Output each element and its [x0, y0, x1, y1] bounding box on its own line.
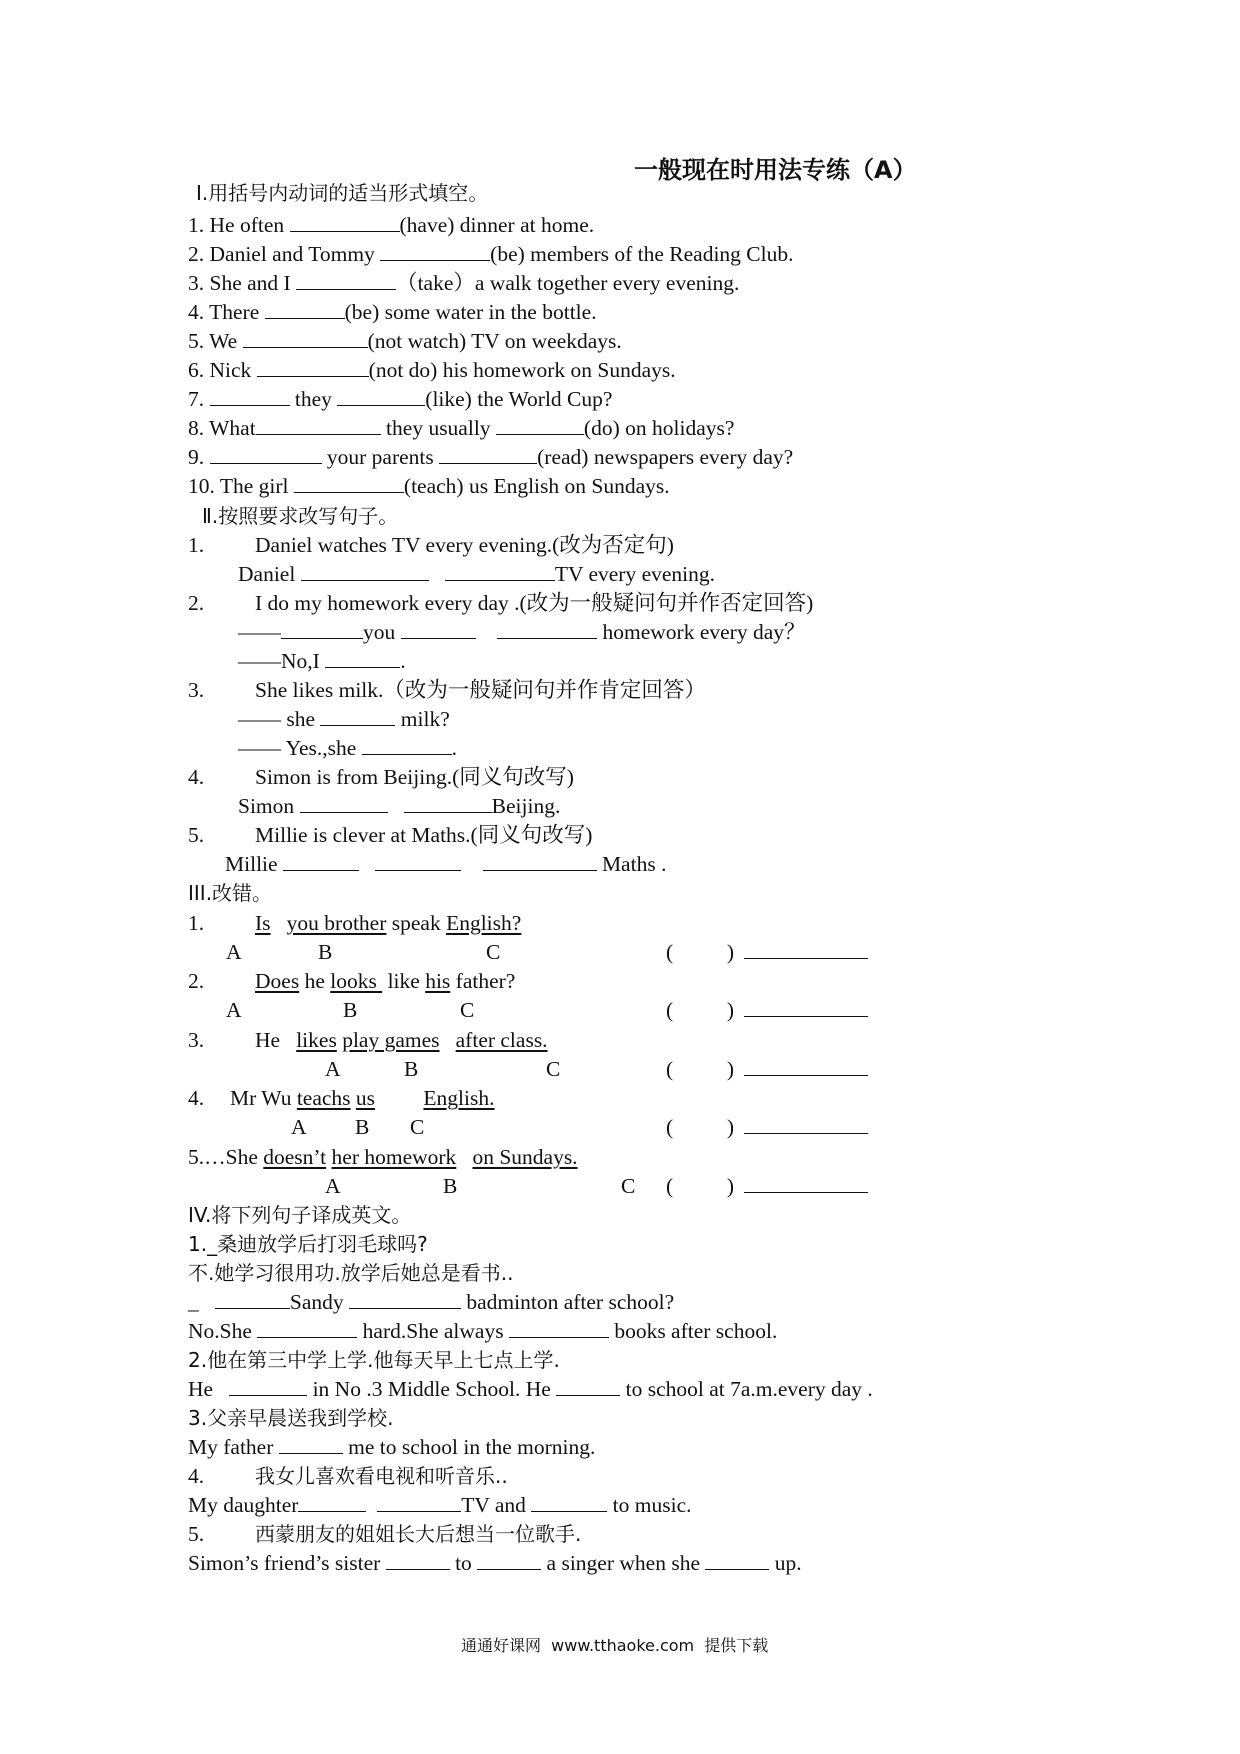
answer-blank[interactable] — [531, 1493, 607, 1512]
s1-question-2: 2. Daniel and Tommy (be) members of the Reading Club. — [188, 242, 794, 266]
s4-item-5-number: 5. — [188, 1522, 205, 1546]
s2-item-3-number: 3. — [188, 678, 205, 702]
answer-blank[interactable] — [243, 329, 368, 348]
s1-question-6: 6. Nick (not do) his homework on Sundays. — [188, 358, 676, 382]
s4-item-3-chinese: 3.父亲早晨送我到学校. — [188, 1406, 394, 1430]
s3-q3-letter-b: B — [404, 1057, 419, 1081]
s3-q4-letter-b: B — [355, 1115, 370, 1139]
answer-blank[interactable] — [283, 852, 359, 871]
answer-blank[interactable] — [256, 416, 381, 435]
s3-q5-letter-a: A — [325, 1174, 341, 1198]
s1-question-7: 7. they (like) the World Cup? — [188, 387, 613, 411]
answer-blank[interactable] — [744, 1115, 868, 1134]
s3-q4-sentence: Mr Wu teachs us English. — [230, 1086, 495, 1110]
s4-item-1-answer-reply: No.She hard.She always books after school. — [188, 1319, 778, 1343]
s3-q3-letter-c: C — [546, 1057, 561, 1081]
s4-item-3-answer: My father me to school in the morning. — [188, 1435, 596, 1459]
s2-item-5-prompt: Millie is clever at Maths.(同义句改写) — [255, 823, 593, 847]
answer-blank[interactable] — [496, 416, 584, 435]
s3-q1-choice-paren[interactable]: ( ) — [666, 940, 735, 964]
s2-item-5-answer: Millie Maths . — [225, 852, 667, 876]
s3-q2-choice-paren[interactable]: ( ) — [666, 998, 735, 1022]
s3-q2-letter-b: B — [343, 998, 358, 1022]
answer-blank[interactable] — [294, 474, 404, 493]
s4-item-1-answer: _ Sandy badminton after school? — [188, 1290, 675, 1314]
answer-blank[interactable] — [509, 1319, 609, 1338]
s4-item-4-number: 4. — [188, 1464, 205, 1488]
answer-blank[interactable] — [377, 1493, 461, 1512]
s3-q4-letter-c: C — [410, 1115, 425, 1139]
section-1-heading: Ⅰ.用括号内动词的适当形式填空。 — [196, 181, 489, 205]
s3-q3-number: 3. — [188, 1028, 205, 1052]
s3-q1-sentence: Is you brother speak English? — [255, 911, 522, 935]
s4-item-1-chinese-reply: 不.她学习很用功.放学后她总是看书.. — [188, 1261, 514, 1285]
s4-item-2-chinese: 2.他在第三中学上学.他每天早上七点上学. — [188, 1348, 560, 1372]
s3-q5-sentence: 5.…She doesn’t her homework on Sundays. — [188, 1145, 578, 1169]
s2-item-5-number: 5. — [188, 823, 205, 847]
section-4-heading: IV.将下列句子译成英文。 — [188, 1203, 412, 1227]
s4-item-2-answer: He in No .3 Middle School. He to school at 7a.m.every day . — [188, 1377, 873, 1401]
answer-blank[interactable] — [744, 1057, 868, 1076]
s2-item-2-answer: —— you homework every day？ — [238, 620, 806, 644]
s4-item-5-answer: Simon’s friend’s sister to a singer when she up. — [188, 1551, 802, 1575]
answer-blank[interactable] — [375, 852, 461, 871]
s2-item-1-number: 1. — [188, 533, 205, 557]
answer-blank[interactable] — [362, 736, 452, 755]
s2-item-1-answer: Daniel TV every evening. — [238, 562, 716, 586]
s3-q1-letter-c: C — [486, 940, 501, 964]
s2-item-2-reply: ——No,I . — [238, 649, 406, 673]
section-3-heading: III.改错。 — [188, 881, 273, 905]
answer-blank[interactable] — [744, 998, 868, 1017]
answer-blank[interactable] — [404, 794, 492, 813]
s1-question-9: 9. your parents (read) newspapers every day? — [188, 445, 794, 469]
section-2-heading: Ⅱ.按照要求改写句子。 — [202, 504, 399, 528]
s3-q1-letter-b: B — [318, 940, 333, 964]
answer-blank[interactable] — [301, 562, 429, 581]
answer-blank[interactable] — [705, 1551, 769, 1570]
s2-item-1-prompt: Daniel watches TV every evening.(改为否定句) — [255, 533, 674, 557]
s3-q5-choice-paren[interactable]: ( ) — [666, 1174, 735, 1198]
s3-q4-choice-paren[interactable]: ( ) — [666, 1115, 735, 1139]
s3-q3-sentence: He likes play games after class. — [255, 1028, 548, 1052]
s2-item-2-number: 2. — [188, 591, 205, 615]
s2-item-2-prompt: I do my homework every day .(改为一般疑问句并作否定回答) — [255, 591, 814, 615]
answer-blank[interactable] — [744, 940, 868, 959]
s1-question-1: 1. He often (have) dinner at home. — [188, 213, 595, 237]
s2-item-4-prompt: Simon is from Beijing.(同义句改写) — [255, 765, 574, 789]
s3-q3-choice-paren[interactable]: ( ) — [666, 1057, 735, 1081]
s3-q1-number: 1. — [188, 911, 205, 935]
answer-blank[interactable] — [483, 852, 597, 871]
s4-item-1-chinese: 1._桑迪放学后打羽毛球吗? — [188, 1232, 428, 1256]
answer-blank[interactable] — [296, 271, 396, 290]
answer-blank[interactable] — [497, 620, 597, 639]
answer-blank[interactable] — [349, 1290, 461, 1309]
s3-q3-correction — [744, 1056, 868, 1082]
answer-blank[interactable] — [744, 1174, 868, 1193]
s3-q1-correction — [744, 939, 868, 965]
s4-item-4-answer: My daughter TV and to music. — [188, 1493, 692, 1517]
answer-blank[interactable] — [380, 242, 490, 261]
answer-blank[interactable] — [281, 620, 363, 639]
answer-blank[interactable] — [325, 649, 400, 668]
answer-blank[interactable] — [279, 1435, 343, 1454]
answer-blank[interactable] — [215, 1290, 290, 1309]
answer-blank[interactable] — [320, 707, 395, 726]
s3-q5-letter-c: C — [621, 1174, 636, 1198]
answer-blank[interactable] — [210, 387, 290, 406]
answer-blank[interactable] — [229, 1377, 307, 1396]
s1-question-8: 8. What they usually (do) on holidays? — [188, 416, 735, 440]
s3-q1-letter-a: A — [226, 940, 242, 964]
answer-blank[interactable] — [337, 387, 425, 406]
s2-item-3-answer: —— she milk? — [238, 707, 450, 731]
s3-q2-correction — [744, 997, 868, 1023]
s1-question-10: 10. The girl (teach) us English on Sundays. — [188, 474, 670, 498]
s3-q2-letter-c: C — [460, 998, 475, 1022]
s2-item-4-number: 4. — [188, 765, 205, 789]
s3-q3-letter-a: A — [325, 1057, 341, 1081]
s4-item-4-chinese: 我女儿喜欢看电视和听音乐.. — [255, 1464, 508, 1488]
answer-blank[interactable] — [556, 1377, 620, 1396]
answer-blank[interactable] — [300, 794, 388, 813]
s4-item-5-chinese: 西蒙朋友的姐姐长大后想当一位歌手. — [255, 1522, 582, 1546]
s1-question-4: 4. There (be) some water in the bottle. — [188, 300, 597, 324]
footer-source: 通通好课网 www.tthaoke.com 提供下载 — [461, 1636, 769, 1655]
answer-blank[interactable] — [439, 445, 537, 464]
answer-blank[interactable] — [210, 445, 322, 464]
worksheet-title: 一般现在时用法专练（A） — [634, 156, 917, 184]
s1-question-5: 5. We (not watch) TV on weekdays. — [188, 329, 622, 353]
s3-q2-letter-a: A — [226, 998, 242, 1022]
s3-q4-number: 4. — [188, 1086, 205, 1110]
answer-blank[interactable] — [477, 1551, 541, 1570]
answer-blank[interactable] — [257, 1319, 357, 1338]
s3-q4-correction — [744, 1114, 868, 1140]
answer-blank[interactable] — [290, 213, 400, 232]
answer-blank[interactable] — [386, 1551, 450, 1570]
s3-q2-sentence: Does he looks like his father? — [255, 969, 516, 993]
s3-q5-letter-b: B — [443, 1174, 458, 1198]
answer-blank[interactable] — [401, 620, 476, 639]
s2-item-3-prompt: She likes milk.（改为一般疑问句并作肯定回答） — [255, 678, 706, 702]
answer-blank[interactable] — [298, 1493, 366, 1512]
s2-item-3-reply: —— Yes.,she . — [238, 736, 458, 760]
answer-blank[interactable] — [265, 300, 345, 319]
s2-item-4-answer: Simon Beijing. — [238, 794, 561, 818]
s1-question-3: 3. She and I （take）a walk together every evening. — [188, 271, 740, 295]
s3-q4-letter-a: A — [291, 1115, 307, 1139]
answer-blank[interactable] — [445, 562, 555, 581]
s3-q2-number: 2. — [188, 969, 205, 993]
s3-q5-correction — [744, 1173, 868, 1199]
answer-blank[interactable] — [257, 358, 369, 377]
